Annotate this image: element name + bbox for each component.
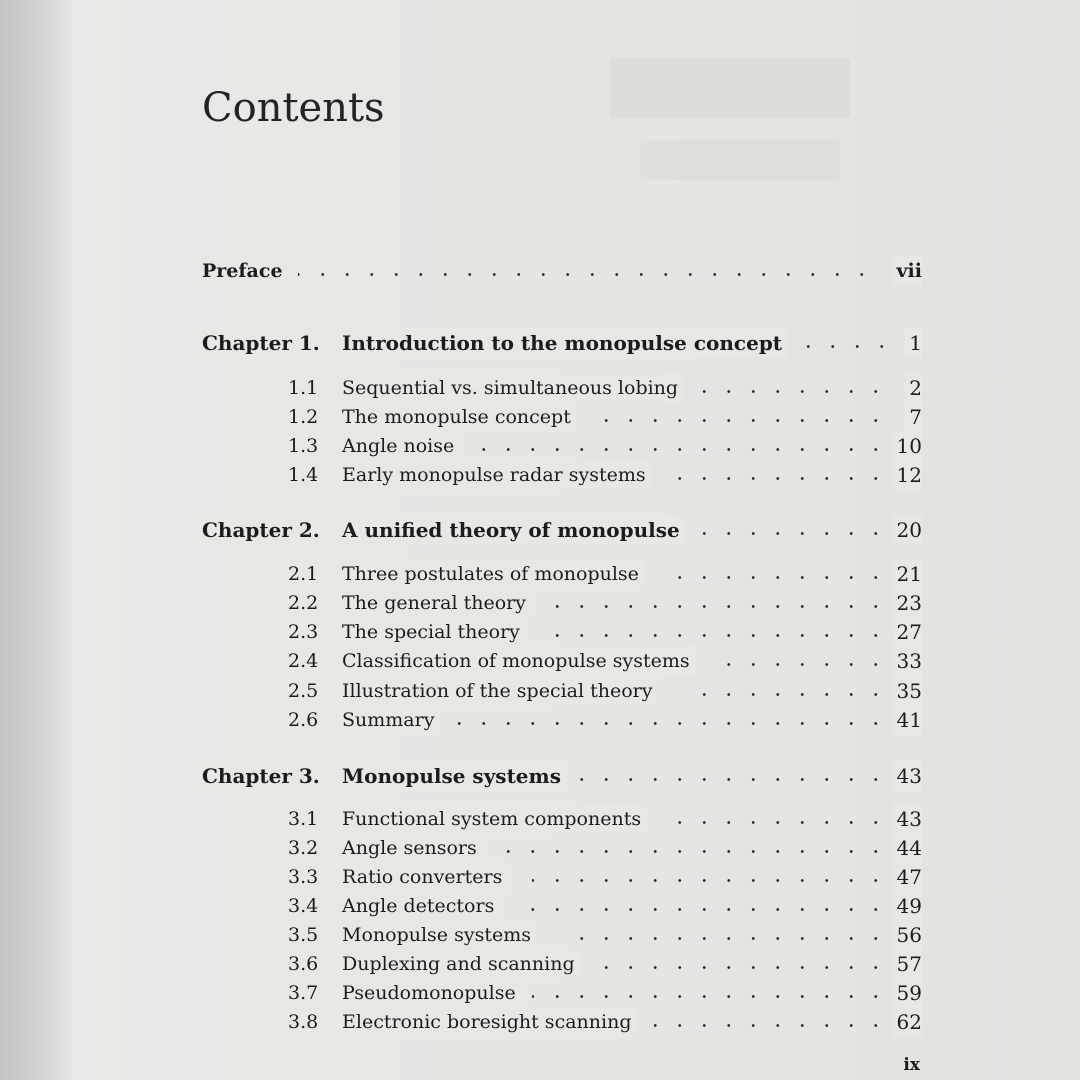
dot-leader	[702, 532, 888, 535]
chapter-label: Chapter 1.	[202, 328, 326, 358]
book-gutter-shadow	[0, 0, 72, 1080]
section-page-number: 2	[905, 373, 922, 403]
dot-leader	[667, 821, 888, 824]
chapter-title: A unified theory of monopulse	[342, 515, 686, 545]
section-title: Pseudomonopulse	[342, 978, 522, 1008]
section-title: The general theory	[342, 588, 532, 618]
section-title: The monopulse concept	[342, 402, 577, 432]
dot-leader	[547, 634, 888, 637]
section-number: 1.1	[288, 373, 324, 403]
dot-leader	[472, 448, 888, 451]
section-title: Electronic boresight scanning	[342, 1007, 637, 1037]
section-number: 1.4	[288, 460, 324, 490]
dot-leader	[602, 419, 888, 422]
section-number: 2.3	[288, 617, 324, 647]
dot-leader	[298, 273, 874, 276]
chapter-title: Monopulse systems	[342, 761, 567, 791]
section-number: 2.4	[288, 646, 324, 676]
dot-leader	[792, 345, 894, 348]
dot-leader	[572, 778, 888, 781]
section-number: 2.6	[288, 705, 324, 735]
section-number: 2.5	[288, 676, 324, 706]
dot-leader	[702, 390, 888, 393]
section-number: 3.6	[288, 949, 324, 979]
section-page-number: 44	[893, 833, 922, 863]
chapter-title: Introduction to the monopulse concept	[342, 328, 788, 358]
section-title: Early monopulse radar systems	[342, 460, 652, 490]
toc-section-row	[202, 833, 922, 863]
section-page-number: 41	[893, 705, 922, 735]
section-title: Classification of monopulse systems	[342, 646, 696, 676]
dot-leader	[532, 995, 888, 998]
section-page-number: 59	[893, 978, 922, 1008]
section-title: Angle sensors	[342, 833, 483, 863]
section-page-number: 12	[893, 460, 922, 490]
toc-preface-row	[202, 256, 922, 286]
toc-chapter-row	[202, 761, 922, 791]
preface-page-number: vii	[893, 256, 922, 286]
chapter-label: Chapter 3.	[202, 761, 326, 791]
toc-chapter-row	[202, 515, 922, 545]
section-number: 3.1	[288, 804, 324, 834]
dot-leader	[547, 605, 888, 608]
section-title: Duplexing and scanning	[342, 949, 581, 979]
dot-leader	[572, 937, 888, 940]
section-page-number: 33	[893, 646, 922, 676]
toc-section-row	[202, 920, 922, 950]
dot-leader	[592, 966, 888, 969]
toc-section-row	[202, 862, 922, 892]
section-number: 3.2	[288, 833, 324, 863]
section-title: Sequential vs. simultaneous lobing	[342, 373, 684, 403]
toc-section-row	[202, 559, 922, 589]
dot-leader	[532, 879, 888, 882]
toc-section-row	[202, 891, 922, 921]
section-number: 2.1	[288, 559, 324, 589]
preface-label: Preface	[202, 256, 289, 286]
section-number: 2.2	[288, 588, 324, 618]
show-through-shading	[640, 140, 840, 180]
section-page-number: 49	[893, 891, 922, 921]
toc-chapter-row	[202, 328, 922, 358]
section-title: Three postulates of monopulse	[342, 559, 645, 589]
chapter-page-number: 20	[893, 515, 922, 545]
section-title: Angle detectors	[342, 891, 500, 921]
section-number: 3.7	[288, 978, 324, 1008]
dot-leader	[642, 1024, 888, 1027]
section-title: Angle noise	[342, 431, 460, 461]
section-number: 3.3	[288, 862, 324, 892]
toc-section-row	[202, 460, 922, 490]
section-title: Ratio converters	[342, 862, 508, 892]
dot-leader	[682, 693, 888, 696]
dot-leader	[502, 850, 888, 853]
section-page-number: 57	[893, 949, 922, 979]
toc-section-row	[202, 617, 922, 647]
section-page-number: 35	[893, 676, 922, 706]
dot-leader	[512, 908, 888, 911]
toc-section-row	[202, 1007, 922, 1037]
page-title: Contents	[202, 85, 385, 131]
section-title: Monopulse systems	[342, 920, 537, 950]
dot-leader	[712, 663, 888, 666]
toc-section-row	[202, 676, 922, 706]
section-page-number: 56	[893, 920, 922, 950]
toc-section-row	[202, 431, 922, 461]
section-title: Illustration of the special theory	[342, 676, 658, 706]
dot-leader	[672, 477, 888, 480]
section-page-number: 43	[893, 804, 922, 834]
dot-leader	[452, 722, 888, 725]
toc-section-row	[202, 646, 922, 676]
dot-leader	[662, 576, 888, 579]
toc-section-row	[202, 402, 922, 432]
show-through-shading	[610, 58, 850, 118]
section-page-number: 21	[893, 559, 922, 589]
section-page-number: 7	[905, 402, 922, 432]
section-page-number: 27	[893, 617, 922, 647]
section-page-number: 47	[893, 862, 922, 892]
toc-section-row	[202, 588, 922, 618]
section-number: 1.3	[288, 431, 324, 461]
section-title: The special theory	[342, 617, 526, 647]
section-page-number: 23	[893, 588, 922, 618]
toc-section-row	[202, 978, 922, 1008]
toc-section-row	[202, 949, 922, 979]
chapter-page-number: 1	[905, 328, 922, 358]
section-page-number: 10	[893, 431, 922, 461]
chapter-page-number: 43	[893, 761, 922, 791]
toc-section-row	[202, 804, 922, 834]
chapter-label: Chapter 2.	[202, 515, 326, 545]
section-number: 3.8	[288, 1007, 324, 1037]
section-page-number: 62	[893, 1007, 922, 1037]
page-folio: ix	[903, 1055, 920, 1075]
toc-section-row	[202, 705, 922, 735]
section-title: Summary	[342, 705, 440, 735]
section-number: 1.2	[288, 402, 324, 432]
section-title: Functional system components	[342, 804, 647, 834]
toc-section-row	[202, 373, 922, 403]
section-number: 3.4	[288, 891, 324, 921]
section-number: 3.5	[288, 920, 324, 950]
